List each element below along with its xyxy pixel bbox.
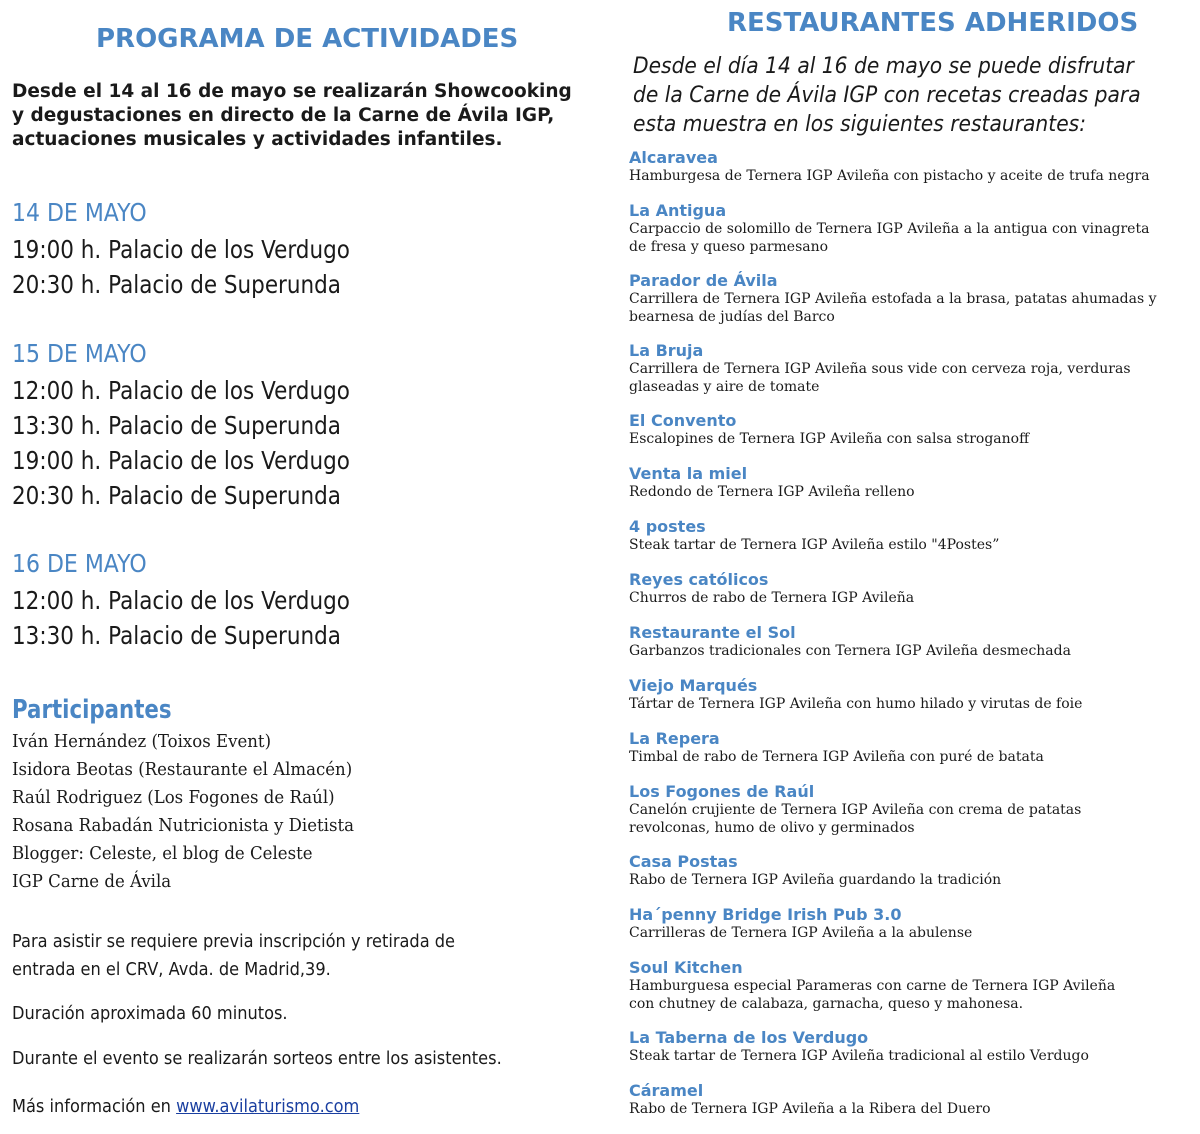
day-title: 15 DE MAYO [12, 339, 147, 368]
restaurant-name: Alcaravea [629, 148, 718, 167]
program-intro-line: Desde el 14 al 16 de mayo se realizarán Showcooking [12, 81, 572, 102]
restaurant-dish: Rabo de Ternera IGP Avileña guardando la tradición [629, 872, 1002, 888]
participant: Blogger: Celeste, el blog de Celeste [12, 843, 313, 864]
restaurant-name: Reyes católicos [629, 570, 769, 589]
program-intro [12, 80, 572, 152]
more-info [12, 1093, 359, 1121]
restaurant-name: Venta la miel [629, 464, 748, 483]
restaurant-dish: Hamburgesa de Ternera IGP Avileña con pistacho y aceite de trufa negra [629, 168, 1150, 184]
program-intro-line: y degustaciones en directo de la Carne de Ávila IGP, [12, 105, 555, 126]
session: 12:00 h. Palacio de los Verdugo [12, 376, 350, 405]
day-16-block [12, 548, 572, 653]
restaurant-item [629, 271, 1194, 341]
restaurants-intro [633, 52, 1148, 139]
program-title: PROGRAMA DE ACTIVIDADES [96, 24, 519, 54]
duration-note: Duración aproximada 60 minutos. [12, 1003, 288, 1024]
day-title: 14 DE MAYO [12, 198, 147, 227]
restaurant-dish: Carpaccio de solomillo de Ternera IGP Avileña a la antigua con vinagreta [629, 221, 1150, 237]
restaurant-name: Los Fogones de Raúl [629, 782, 815, 801]
restaurant-dish: Churros de rabo de Ternera IGP Avileña [629, 590, 915, 606]
restaurant-dish: Steak tartar de Ternera IGP Avileña tradicional al estilo Verdugo [629, 1048, 1089, 1064]
session: 20:30 h. Palacio de Superunda [12, 270, 341, 299]
day-title: 16 DE MAYO [12, 549, 147, 578]
restaurants-intro-line: Desde el día 14 al 16 de mayo se puede disfrutar [633, 54, 1134, 79]
restaurant-dish: Carrillera de Ternera IGP Avileña estofada a la brasa, patatas ahumadas y [629, 291, 1157, 307]
session: 19:00 h. Palacio de los Verdugo [12, 235, 350, 264]
participant: Raúl Rodriguez (Los Fogones de Raúl) [12, 787, 335, 808]
registration-line: Para asistir se requiere previa inscripción y retirada de [12, 931, 456, 952]
restaurants-title: RESTAURANTES ADHERIDOS [727, 8, 1139, 38]
more-info-prefix: Más información en [12, 1096, 177, 1117]
participant: IGP Carne de Ávila [12, 871, 172, 892]
restaurant-item [629, 517, 1194, 570]
participant: Rosana Rabadán Nutricionista y Dietista [12, 815, 354, 836]
restaurant-item [629, 1081, 1194, 1134]
restaurant-name: 4 postes [629, 517, 706, 536]
restaurants-intro-line: esta muestra en los siguientes restaurantes: [633, 112, 1087, 137]
restaurant-dish: con chutney de calabaza, garnacha, queso y mahonesa. [629, 995, 1024, 1012]
restaurant-item [629, 570, 1194, 623]
session: 12:00 h. Palacio de los Verdugo [12, 586, 350, 615]
restaurant-item [629, 852, 1194, 905]
restaurant-item [629, 905, 1194, 958]
participant: Isidora Beotas (Restaurante el Almacén) [12, 759, 353, 780]
restaurant-dish: Tártar de Ternera IGP Avileña con humo hilado y virutas de foie [629, 696, 1083, 712]
restaurant-item [629, 729, 1194, 782]
restaurant-dish: de fresa y queso parmesano [629, 238, 829, 255]
program-intro-line: actuaciones musicales y actividades infantiles. [12, 129, 503, 150]
restaurant-dish: glaseadas y aire de tomate [629, 378, 820, 395]
restaurant-name: Cáramel [629, 1081, 704, 1100]
registration-note [12, 928, 455, 984]
participants-block [12, 694, 572, 896]
restaurant-dish: Rabo de Ternera IGP Avileña a la Ribera del Duero [629, 1101, 991, 1117]
raffle-note: Durante el evento se realizarán sorteos entre los asistentes. [12, 1048, 502, 1069]
restaurant-dish: Garbanzos tradicionales con Ternera IGP Avileña desmechada [629, 643, 1071, 659]
participants-title: Participantes [12, 695, 172, 725]
restaurant-dish: Redondo de Ternera IGP Avileña relleno [629, 484, 915, 500]
restaurant-dish: Canelón crujiente de Ternera IGP Avileña con crema de patatas [629, 802, 1082, 818]
registration-line: entrada en el CRV, Avda. de Madrid,39. [12, 959, 331, 980]
day-15-block [12, 338, 572, 513]
restaurant-name: Casa Postas [629, 852, 738, 871]
restaurant-dish: revolconas, humo de olivo y germinados [629, 819, 915, 836]
restaurant-name: Parador de Ávila [629, 271, 778, 290]
restaurant-name: La Taberna de los Verdugo [629, 1028, 869, 1047]
restaurant-dish: Timbal de rabo de Ternera IGP Avileña con puré de batata [629, 749, 1044, 765]
restaurant-dish: Carrilleras de Ternera IGP Avileña a la abulense [629, 925, 973, 941]
restaurant-dish: bearnesa de judías del Barco [629, 308, 835, 325]
restaurant-dish: Steak tartar de Ternera IGP Avileña estilo "4Postes” [629, 537, 1000, 553]
restaurant-name: La Antigua [629, 201, 727, 220]
session: 13:30 h. Palacio de Superunda [12, 411, 341, 440]
restaurant-name: Restaurante el Sol [629, 623, 796, 642]
participant: Iván Hernández (Toixos Event) [12, 731, 272, 752]
restaurant-item [629, 464, 1194, 517]
restaurant-dish: Carrillera de Ternera IGP Avileña sous vide con cerveza roja, verduras [629, 361, 1131, 377]
restaurant-name: El Convento [629, 411, 737, 430]
restaurant-item [629, 1028, 1194, 1081]
restaurant-name: La Bruja [629, 341, 704, 360]
restaurant-item [629, 148, 1194, 201]
restaurant-item [629, 623, 1194, 676]
day-14-block [12, 197, 572, 302]
restaurant-item [629, 782, 1194, 852]
session: 19:00 h. Palacio de los Verdugo [12, 446, 350, 475]
restaurant-name: La Repera [629, 729, 720, 748]
restaurant-item [629, 958, 1194, 1028]
restaurant-item [629, 411, 1194, 464]
restaurants-intro-line: de la Carne de Ávila IGP con recetas creadas para [633, 83, 1141, 108]
restaurant-name: Soul Kitchen [629, 958, 743, 977]
restaurant-list [629, 148, 1194, 1134]
restaurant-dish: Escalopines de Ternera IGP Avileña con salsa stroganoff [629, 431, 1030, 447]
restaurant-dish: Hamburguesa especial Parameras con carne de Ternera IGP Avileña [629, 978, 1116, 994]
restaurant-item [629, 201, 1194, 271]
restaurant-item [629, 341, 1194, 411]
restaurant-name: Viejo Marqués [629, 676, 758, 695]
restaurant-name: Ha´penny Bridge Irish Pub 3.0 [629, 905, 902, 924]
website-link[interactable]: www.avilaturismo.com [176, 1096, 360, 1117]
session: 13:30 h. Palacio de Superunda [12, 621, 341, 650]
session: 20:30 h. Palacio de Superunda [12, 481, 341, 510]
restaurant-item [629, 676, 1194, 729]
